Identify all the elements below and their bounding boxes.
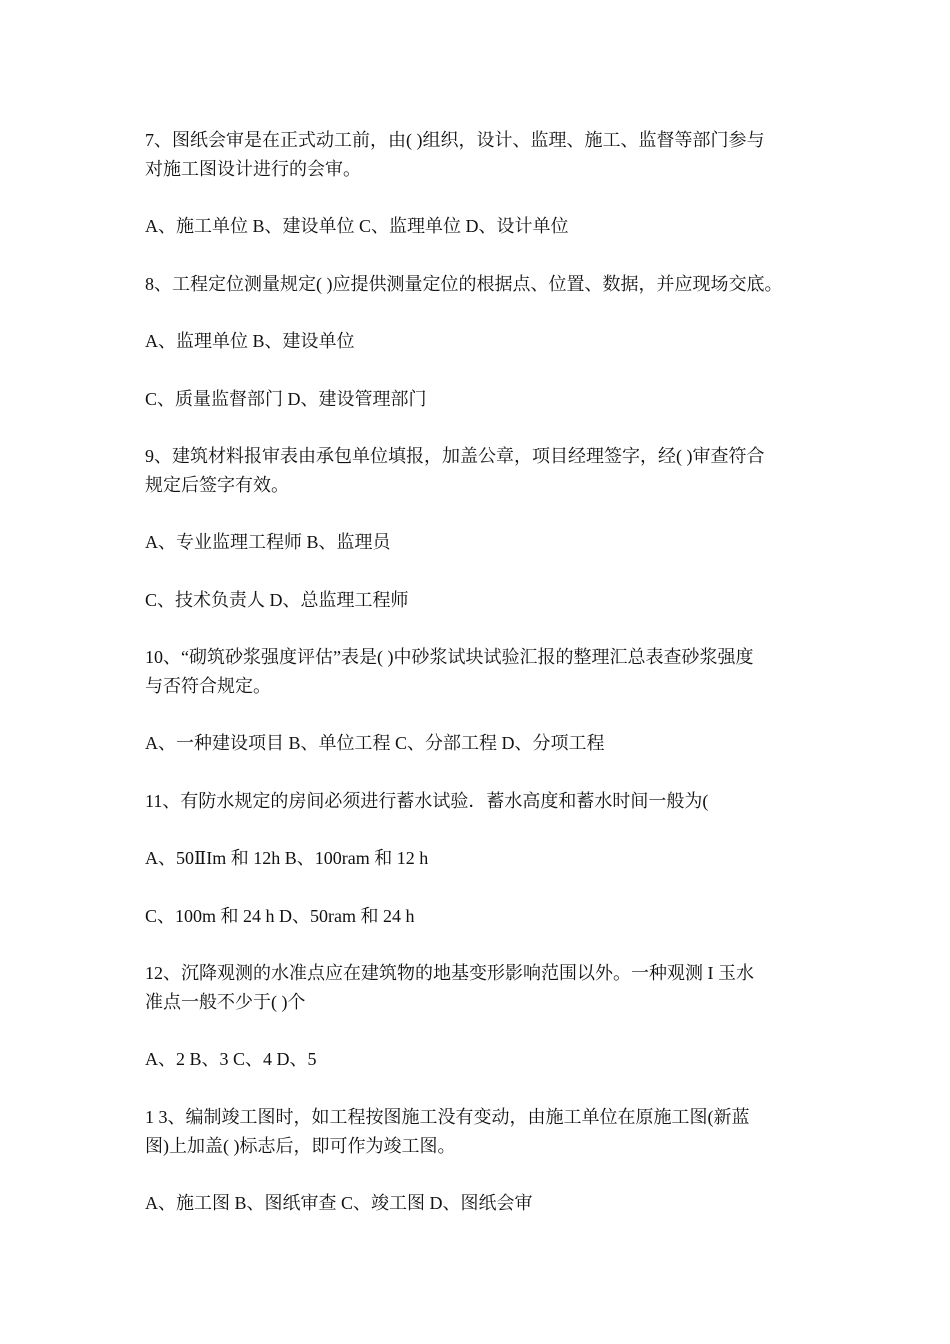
question-7 xyxy=(145,126,825,184)
question-13-options xyxy=(145,1189,825,1218)
text-line: A、监理单位 B、建设单位 xyxy=(145,331,355,351)
question-7-options xyxy=(145,212,825,241)
text-line: A、50ⅡIm 和 12h B、100ram 和 12 h xyxy=(145,848,429,868)
question-9 xyxy=(145,442,825,500)
text-line: 12、沉降观测的水准点应在建筑物的地基变形影响范围以外。一种观测 I 玉水 xyxy=(145,963,754,983)
question-12-options xyxy=(145,1045,825,1074)
text-line: 准点一般不少于( )个 xyxy=(145,992,306,1012)
text-line: A、施工单位 B、建设单位 C、监理单位 D、设计单位 xyxy=(145,216,569,236)
text-line: 10、“砌筑砂浆强度评估”表是( )中砂浆试块试验汇报的整理汇总表查砂浆强度 xyxy=(145,647,754,667)
text-line: 与否符合规定。 xyxy=(145,676,271,696)
text-line: A、2 B、3 C、4 D、5 xyxy=(145,1049,317,1069)
question-8-options-ab xyxy=(145,327,825,356)
text-line: A、一种建设项目 B、单位工程 C、分部工程 D、分项工程 xyxy=(145,733,605,753)
question-10-options xyxy=(145,729,825,758)
question-12 xyxy=(145,959,825,1017)
text-line: C、技术负责人 D、总监理工程师 xyxy=(145,590,409,610)
question-8 xyxy=(145,270,825,299)
text-line: 11、有防水规定的房间必须进行蓄水试验．蓄水高度和蓄水时间一般为( xyxy=(145,791,709,811)
text-line: 9、建筑材料报审表由承包单位填报，加盖公章，项目经理签字，经( )审查符合 xyxy=(145,446,765,466)
text-line: 8、工程定位测量规定( )应提供测量定位的根据点、位置、数据，并应现场交底。 xyxy=(145,274,783,294)
text-line: A、专业监理工程师 B、监理员 xyxy=(145,532,391,552)
question-11 xyxy=(145,787,825,816)
text-line: 图)上加盖( )标志后，即可作为竣工图。 xyxy=(145,1136,456,1156)
question-11-options-cd xyxy=(145,902,825,931)
text-line: C、质量监督部门 D、建设管理部门 xyxy=(145,389,427,409)
question-13 xyxy=(145,1103,825,1161)
text-line: A、施工图 B、图纸审查 C、竣工图 D、图纸会审 xyxy=(145,1193,533,1213)
question-9-options-ab xyxy=(145,528,825,557)
text-line: 7、图纸会审是在正式动工前，由( )组织，设计、监理、施工、监督等部门参与 xyxy=(145,130,765,150)
text-line: 对施工图设计进行的会审。 xyxy=(145,159,361,179)
question-11-options-ab xyxy=(145,844,825,873)
question-10 xyxy=(145,643,825,701)
text-line: 1 3、编制竣工图时，如工程按图施工没有变动，由施工单位在原施工图(新蓝 xyxy=(145,1107,750,1127)
text-line: C、100m 和 24 h D、50ram 和 24 h xyxy=(145,906,415,926)
text-line: 规定后签字有效。 xyxy=(145,475,289,495)
question-8-options-cd xyxy=(145,385,825,414)
question-9-options-cd xyxy=(145,586,825,615)
